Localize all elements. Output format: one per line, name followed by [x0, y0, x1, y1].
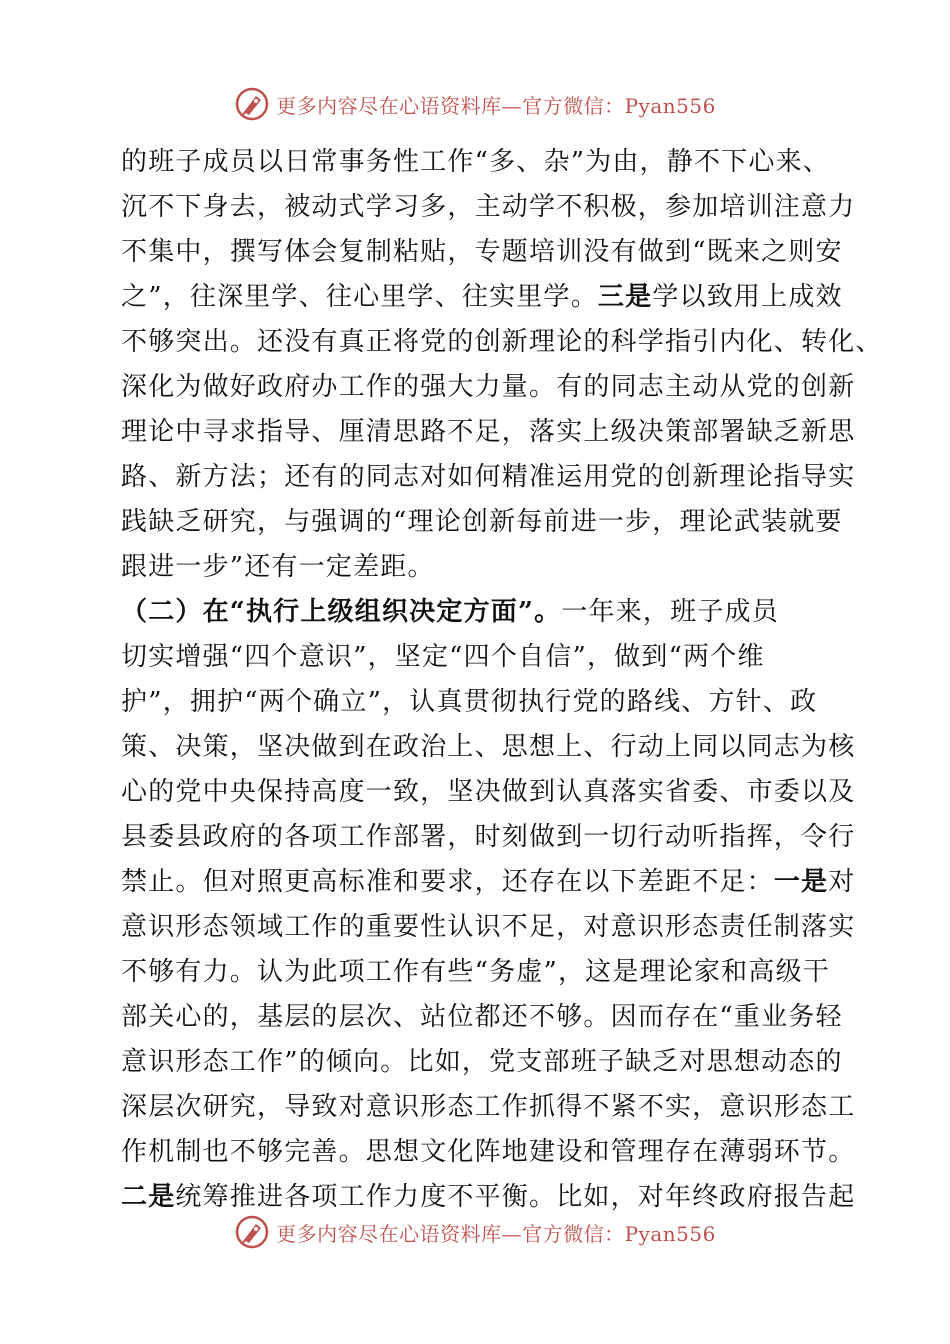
text-run: 意识形态领域工作的重要性认识不足，对意识形态责任制落实	[121, 912, 856, 942]
text-run: 深层次研究，导致对意识形态工作抓得不紧不实，意识形态工	[121, 1092, 856, 1122]
text-run: 践缺乏研究，与强调的“理论创新每前进一步，理论武装就要	[121, 507, 843, 537]
text-line	[121, 860, 856, 905]
text-line	[121, 680, 819, 725]
bold-text-run: 三是	[597, 282, 653, 312]
text-line	[121, 140, 830, 185]
text-run: 不够突出。还没有真正将党的创新理论的科学指引内化、转化、	[121, 327, 883, 357]
text-line	[121, 1130, 856, 1175]
text-line	[121, 230, 843, 275]
text-run: 部关心的，基层的层次、站位都还不够。因而存在“重业务轻	[121, 1002, 843, 1032]
text-run: 理论中寻求指导、厘清思路不足，落实上级决策部署缺乏新思	[121, 417, 856, 447]
text-line	[121, 275, 843, 320]
text-line	[121, 320, 883, 365]
text-run: 统筹推进各项工作力度不平衡。比如，对年终政府报告起	[175, 1182, 856, 1212]
text-line	[121, 455, 856, 500]
pen-nib-circle-icon	[234, 1214, 270, 1250]
bold-text-run: 二是	[121, 1182, 176, 1212]
pen-nib-circle-icon	[234, 86, 270, 122]
footer-watermark-text: 更多内容尽在心语资料库—官方微信：Pyan556	[276, 1221, 716, 1246]
text-line	[121, 1040, 843, 1085]
bold-text-run: （二）在“执行上级组织决定方面”。	[121, 597, 562, 627]
text-run: 心的党中央保持高度一致，坚决做到认真落实省委、市委以及	[121, 777, 856, 807]
text-line	[121, 365, 856, 410]
bold-text-run: 一是	[773, 867, 829, 897]
header-watermark-text: 更多内容尽在心语资料库—官方微信：Pyan556	[276, 93, 716, 118]
text-line	[121, 815, 856, 860]
text-line	[121, 635, 819, 680]
text-run: 对	[828, 867, 856, 897]
text-line	[121, 770, 856, 815]
text-run: 县委县政府的各项工作部署，时刻做到一切行动听指挥，令行	[121, 822, 856, 852]
text-run: 禁止。但对照更高标准和要求，还存在以下差距不足：	[121, 867, 774, 897]
document-body	[121, 140, 883, 1220]
text-run: 的班子成员以日常事务性工作“多、杂”为由，静不下心来、	[121, 147, 830, 177]
text-run: 策、决策，坚决做到在政治上、思想上、行动上同以同志为核	[121, 732, 856, 762]
text-run: 意识形态工作”的倾向。比如，党支部班子缺乏对思想动态的	[121, 1047, 843, 1077]
text-line	[121, 410, 856, 455]
text-line	[121, 545, 819, 590]
text-run: 不够有力。认为此项工作有些“务虚”，这是理论家和高级干	[121, 957, 830, 987]
text-run: 沉不下身去，被动式学习多，主动学不积极，参加培训注意力	[121, 192, 856, 222]
text-run: 不集中，撰写体会复制粘贴，专题培训没有做到“既来之则安	[121, 237, 843, 267]
text-line	[121, 590, 819, 635]
text-run: 切实增强“四个意识”，坚定“四个自信”，做到“两个维	[121, 642, 765, 672]
text-run: 深化为做好政府办工作的强大力量。有的同志主动从党的创新	[121, 372, 856, 402]
text-run: 跟进一步”还有一定差距。	[121, 552, 435, 582]
text-run: 作机制也不够完善。思想文化阵地建设和管理存在薄弱环节。	[121, 1137, 856, 1167]
header-watermark-banner	[0, 84, 950, 124]
text-line	[121, 725, 856, 770]
text-line	[121, 1085, 856, 1130]
footer-watermark-banner	[0, 1212, 950, 1252]
text-run: 之”，往深里学、往心里学、往实里学。	[121, 282, 598, 312]
text-run: 一年来，班子成员	[561, 597, 779, 627]
text-line	[121, 905, 856, 950]
text-line	[121, 950, 830, 995]
text-run: 护”，拥护“两个确立”，认真贯彻执行党的路线、方针、政	[121, 687, 818, 717]
text-line	[121, 500, 843, 545]
text-line	[121, 995, 843, 1040]
text-run: 学以致用上成效	[652, 282, 843, 312]
text-line	[121, 185, 856, 230]
text-run: 路、新方法；还有的同志对如何精准运用党的创新理论指导实	[121, 462, 856, 492]
